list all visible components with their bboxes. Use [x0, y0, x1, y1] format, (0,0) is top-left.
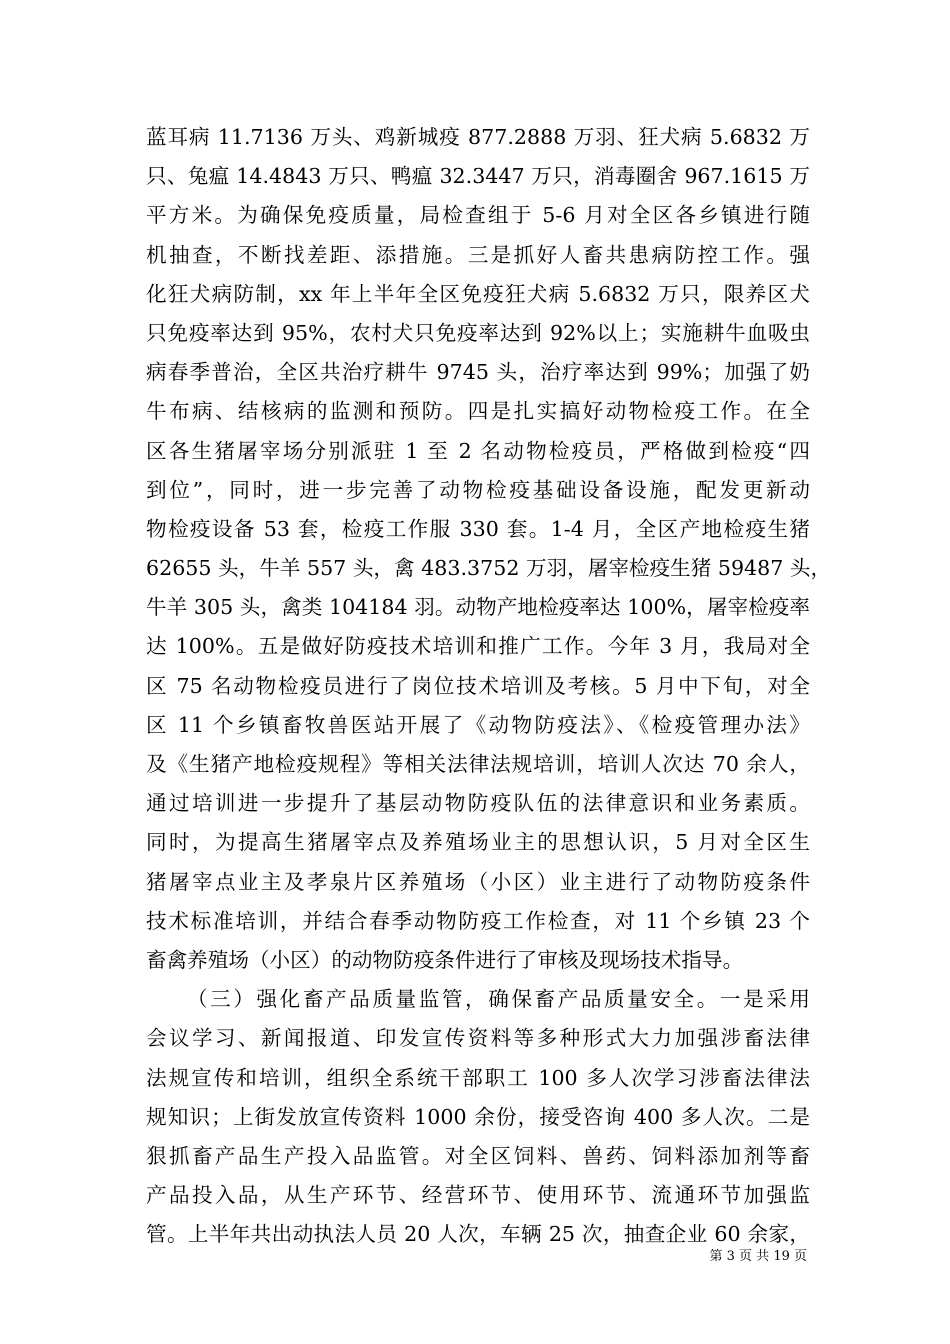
- text-line: 通过培训进一步提升了基层动物防疫队伍的法律意识和业务素质。: [146, 791, 810, 816]
- text-line: 物检疫设备 53 套，检疫工作服 330 套。1-4 月，全区产地检疫生猪: [146, 516, 810, 541]
- body-text: [146, 118, 832, 1254]
- text-line: 区各生猪屠宰场分别派驻 1 至 2 名动物检疫员，严格做到检疫“四: [146, 438, 810, 463]
- text-line: 及《生猪产地检疫规程》等相关法律法规培训，培训人次达 70 余人，: [146, 752, 810, 776]
- text-line: 机抽查，不断找差距、添措施。三是抓好人畜共患病防控工作。强: [146, 242, 810, 267]
- text-line: 达 100%。五是做好防疫技术培训和推广工作。今年 3 月，我局对全: [146, 634, 810, 659]
- text-line: 只免疫率达到 95%，农村犬只免疫率达到 92%以上；实施耕牛血吸虫: [146, 320, 810, 345]
- text-line: 技术标准培训，并结合春季动物防疫工作检查，对 11 个乡镇 23 个: [146, 908, 810, 933]
- text-line: 产品投入品，从生产环节、经营环节、使用环节、流通环节加强监: [146, 1183, 810, 1208]
- text-line: 管。上半年共出动执法人员 20 人次，车辆 25 次，抽查企业 60 余家，: [146, 1222, 810, 1247]
- text-line: 狠抓畜产品生产投入品监管。对全区饲料、兽药、饲料添加剂等畜: [146, 1143, 810, 1168]
- text-line: 牛羊 305 头，禽类 104184 羽。动物产地检疫率达 100%，屠宰检疫率: [146, 595, 810, 620]
- text-line: 到位”，同时，进一步完善了动物检疫基础设备设施，配发更新动: [146, 477, 810, 502]
- text-line: 病春季普治，全区共治疗耕牛 9745 头，治疗率达到 99%；加强了奶: [146, 360, 810, 385]
- text-line: 同时，为提高生猪屠宰点及养殖场业主的思想认识，5 月对全区生: [146, 830, 810, 855]
- paragraph-1: [146, 118, 832, 980]
- text-line: 蓝耳病 11.7136 万头、鸡新城疫 877.2888 万羽、狂犬病 5.6832 万: [146, 125, 810, 149]
- text-line: （三）强化畜产品质量监管，确保畜产品质量安全。一是采用: [187, 987, 810, 1012]
- text-line: 平方米。为确保免疫质量，局检查组于 5-6 月对全区各乡镇进行随: [146, 203, 810, 228]
- page-number: 第 3 页 共 19 页: [709, 1249, 807, 1264]
- text-line: 只、兔瘟 14.4843 万只、鸭瘟 32.3447 万只，消毒圈舍 967.1615 万: [146, 164, 810, 189]
- text-line: 畜禽养殖场（小区）的动物防疫条件进行了审核及现场技术指导。: [146, 947, 744, 972]
- text-line: 牛布病、结核病的监测和预防。四是扎实搞好动物检疫工作。在全: [146, 399, 810, 424]
- text-line: 区 75 名动物检疫员进行了岗位技术培训及考核。5 月中下旬，对全: [146, 673, 810, 698]
- text-line: 规知识；上街发放宣传资料 1000 余份，接受咨询 400 多人次。二是: [146, 1104, 810, 1129]
- text-line: 法规宣传和培训，组织全系统干部职工 100 多人次学习涉畜法律法: [146, 1065, 810, 1090]
- text-line: 猪屠宰点业主及孝泉片区养殖场（小区）业主进行了动物防疫条件: [146, 869, 810, 894]
- text-line: 化狂犬病防制，xx 年上半年全区免疫狂犬病 5.6832 万只，限养区犬: [146, 281, 810, 306]
- text-line: 62655 头，牛羊 557 头，禽 483.3752 万羽，屠宰检疫生猪 59487 头，: [146, 556, 832, 581]
- text-line: 区 11 个乡镇畜牧兽医站开展了《动物防疫法》、《检疫管理办法》: [146, 712, 810, 737]
- text-line: 会议学习、新闻报道、印发宣传资料等多种形式大力加强涉畜法律: [146, 1026, 810, 1051]
- paragraph-2: [146, 980, 810, 1254]
